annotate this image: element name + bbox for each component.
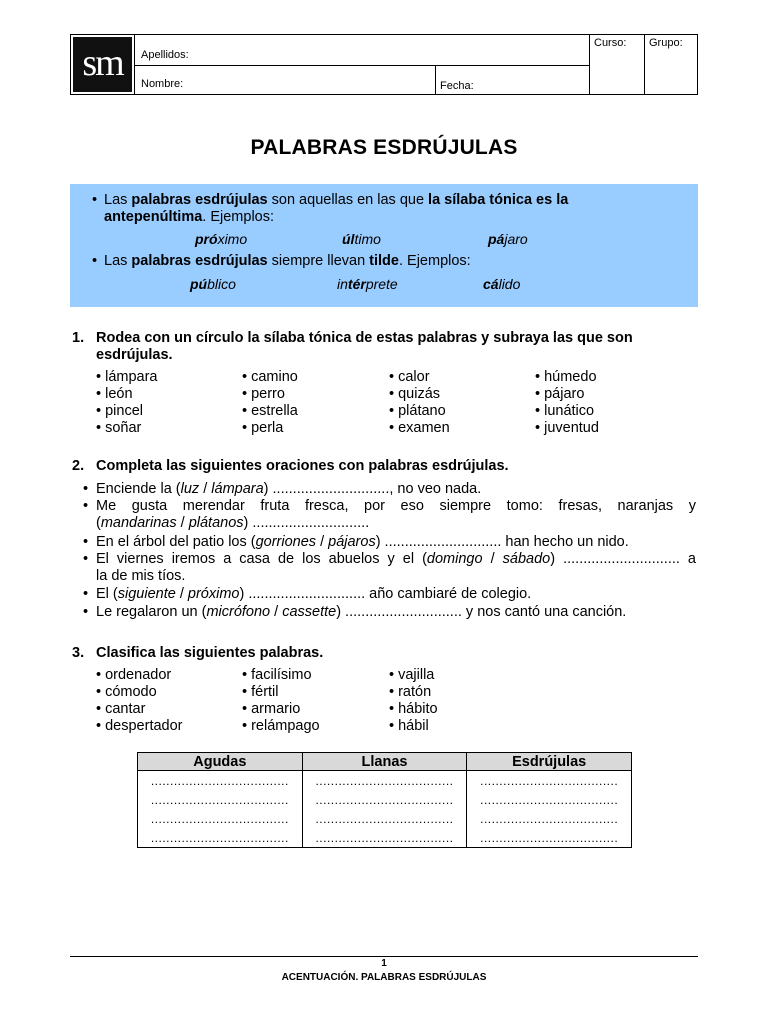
answer-cell[interactable]: .................................... — [302, 828, 467, 848]
page-number: 1 — [381, 958, 387, 969]
word-item[interactable]: • quizás — [389, 386, 441, 402]
word-item[interactable]: • plátano — [389, 403, 446, 419]
word-item[interactable]: • calor — [389, 369, 430, 385]
answer-cell[interactable]: .................................... — [302, 809, 467, 828]
word-item[interactable]: • estrella — [242, 403, 298, 419]
header-esdrujulas: Esdrújulas — [467, 753, 632, 771]
rule-2: • Las palabras esdrújulas siempre llevan tilde. Ejemplos: — [92, 253, 471, 269]
apellidos-field[interactable]: Apellidos: — [141, 49, 189, 61]
answer-cell[interactable]: .................................... — [138, 809, 303, 828]
sentence-2[interactable]: • Me gusta merendar fruta fresca, por eso siempre tomo: fresas, naranjas y (mandarinas / plátanos) ............................. — [83, 498, 696, 531]
word-item: • ratón — [389, 684, 432, 700]
word-item: • cantar — [96, 701, 146, 717]
answer-cell[interactable]: .................................... — [467, 828, 632, 848]
example-proximo: próximo — [195, 231, 248, 247]
word-item: • ordenador — [96, 667, 172, 683]
page-title: PALABRAS ESDRÚJULAS — [250, 136, 518, 159]
footer-divider — [70, 956, 698, 957]
word-item[interactable]: • examen — [389, 420, 450, 436]
example-ultimo: último — [342, 231, 381, 247]
example-calido: cálido — [483, 276, 521, 292]
word-item[interactable]: • pincel — [96, 403, 143, 419]
word-item[interactable]: • perro — [242, 386, 285, 402]
answer-cell[interactable]: .................................... — [467, 809, 632, 828]
sentence-5[interactable]: • El (siguiente / próximo) ............................. año cambiaré de colegio. — [83, 586, 532, 602]
header-llanas: Llanas — [302, 753, 467, 771]
sentence-3[interactable]: • En el árbol del patio los (gorriones / pájaros) ............................. han hecho un nido. — [83, 534, 629, 550]
word-item[interactable]: • león — [96, 386, 133, 402]
example-interprete: intérprete — [337, 276, 398, 292]
answer-cell[interactable]: .................................... — [138, 828, 303, 848]
word-item: • armario — [242, 701, 301, 717]
nombre-field[interactable]: Nombre: — [141, 78, 184, 90]
sentence-6[interactable]: • Le regalaron un (micrófono / cassette) ............................. y nos cantó una canción. — [83, 604, 627, 620]
answer-cell[interactable]: .................................... — [138, 771, 303, 791]
word-item[interactable]: • lámpara — [96, 369, 158, 385]
header-agudas: Agudas — [138, 753, 303, 771]
sentence-4[interactable]: • El viernes iremos a casa de los abuelos y el (domingo / sábado) ............................. a la de mis tíos. — [83, 551, 696, 584]
word-item: • hábito — [389, 701, 438, 717]
answer-cell[interactable]: .................................... — [302, 790, 467, 809]
word-item[interactable]: • perla — [242, 420, 284, 436]
word-item: • despertador — [96, 718, 183, 734]
word-item: • relámpago — [242, 718, 320, 734]
word-item[interactable]: • lunático — [535, 403, 595, 419]
rule-1: • Las palabras esdrújulas son aquellas en las que la sílaba tónica es la antepenúltima. Ejemplos: — [92, 192, 569, 225]
word-item: • cómodo — [96, 684, 157, 700]
word-item: • vajilla — [389, 667, 435, 683]
word-item: • fértil — [242, 684, 279, 700]
answer-cell[interactable]: .................................... — [467, 790, 632, 809]
example-pajaro: pájaro — [488, 231, 528, 247]
word-item[interactable]: • camino — [242, 369, 298, 385]
word-item[interactable]: • húmedo — [535, 369, 597, 385]
answer-cell[interactable]: .................................... — [467, 771, 632, 791]
answer-cell[interactable]: .................................... — [138, 790, 303, 809]
word-item[interactable]: • juventud — [535, 420, 599, 436]
word-item: • hábil — [389, 718, 429, 734]
curso-field[interactable]: Curso: — [594, 37, 627, 49]
sentence-1[interactable]: • Enciende la (luz / lámpara) ............................., no veo nada. — [83, 481, 482, 497]
example-publico: público — [190, 276, 236, 292]
grupo-field[interactable]: Grupo: — [649, 37, 683, 49]
header-box — [70, 34, 698, 95]
classification-table — [137, 752, 632, 848]
info-box — [70, 184, 698, 307]
word-item[interactable]: • pájaro — [535, 386, 585, 402]
word-item[interactable]: • soñar — [96, 420, 142, 436]
word-item: • facilísimo — [242, 667, 312, 683]
sm-logo: sm — [73, 37, 132, 92]
answer-cell[interactable]: .................................... — [302, 771, 467, 791]
footer-title: ACENTUACIÓN. PALABRAS ESDRÚJULAS — [281, 972, 487, 983]
fecha-field[interactable]: Fecha: — [440, 80, 474, 92]
